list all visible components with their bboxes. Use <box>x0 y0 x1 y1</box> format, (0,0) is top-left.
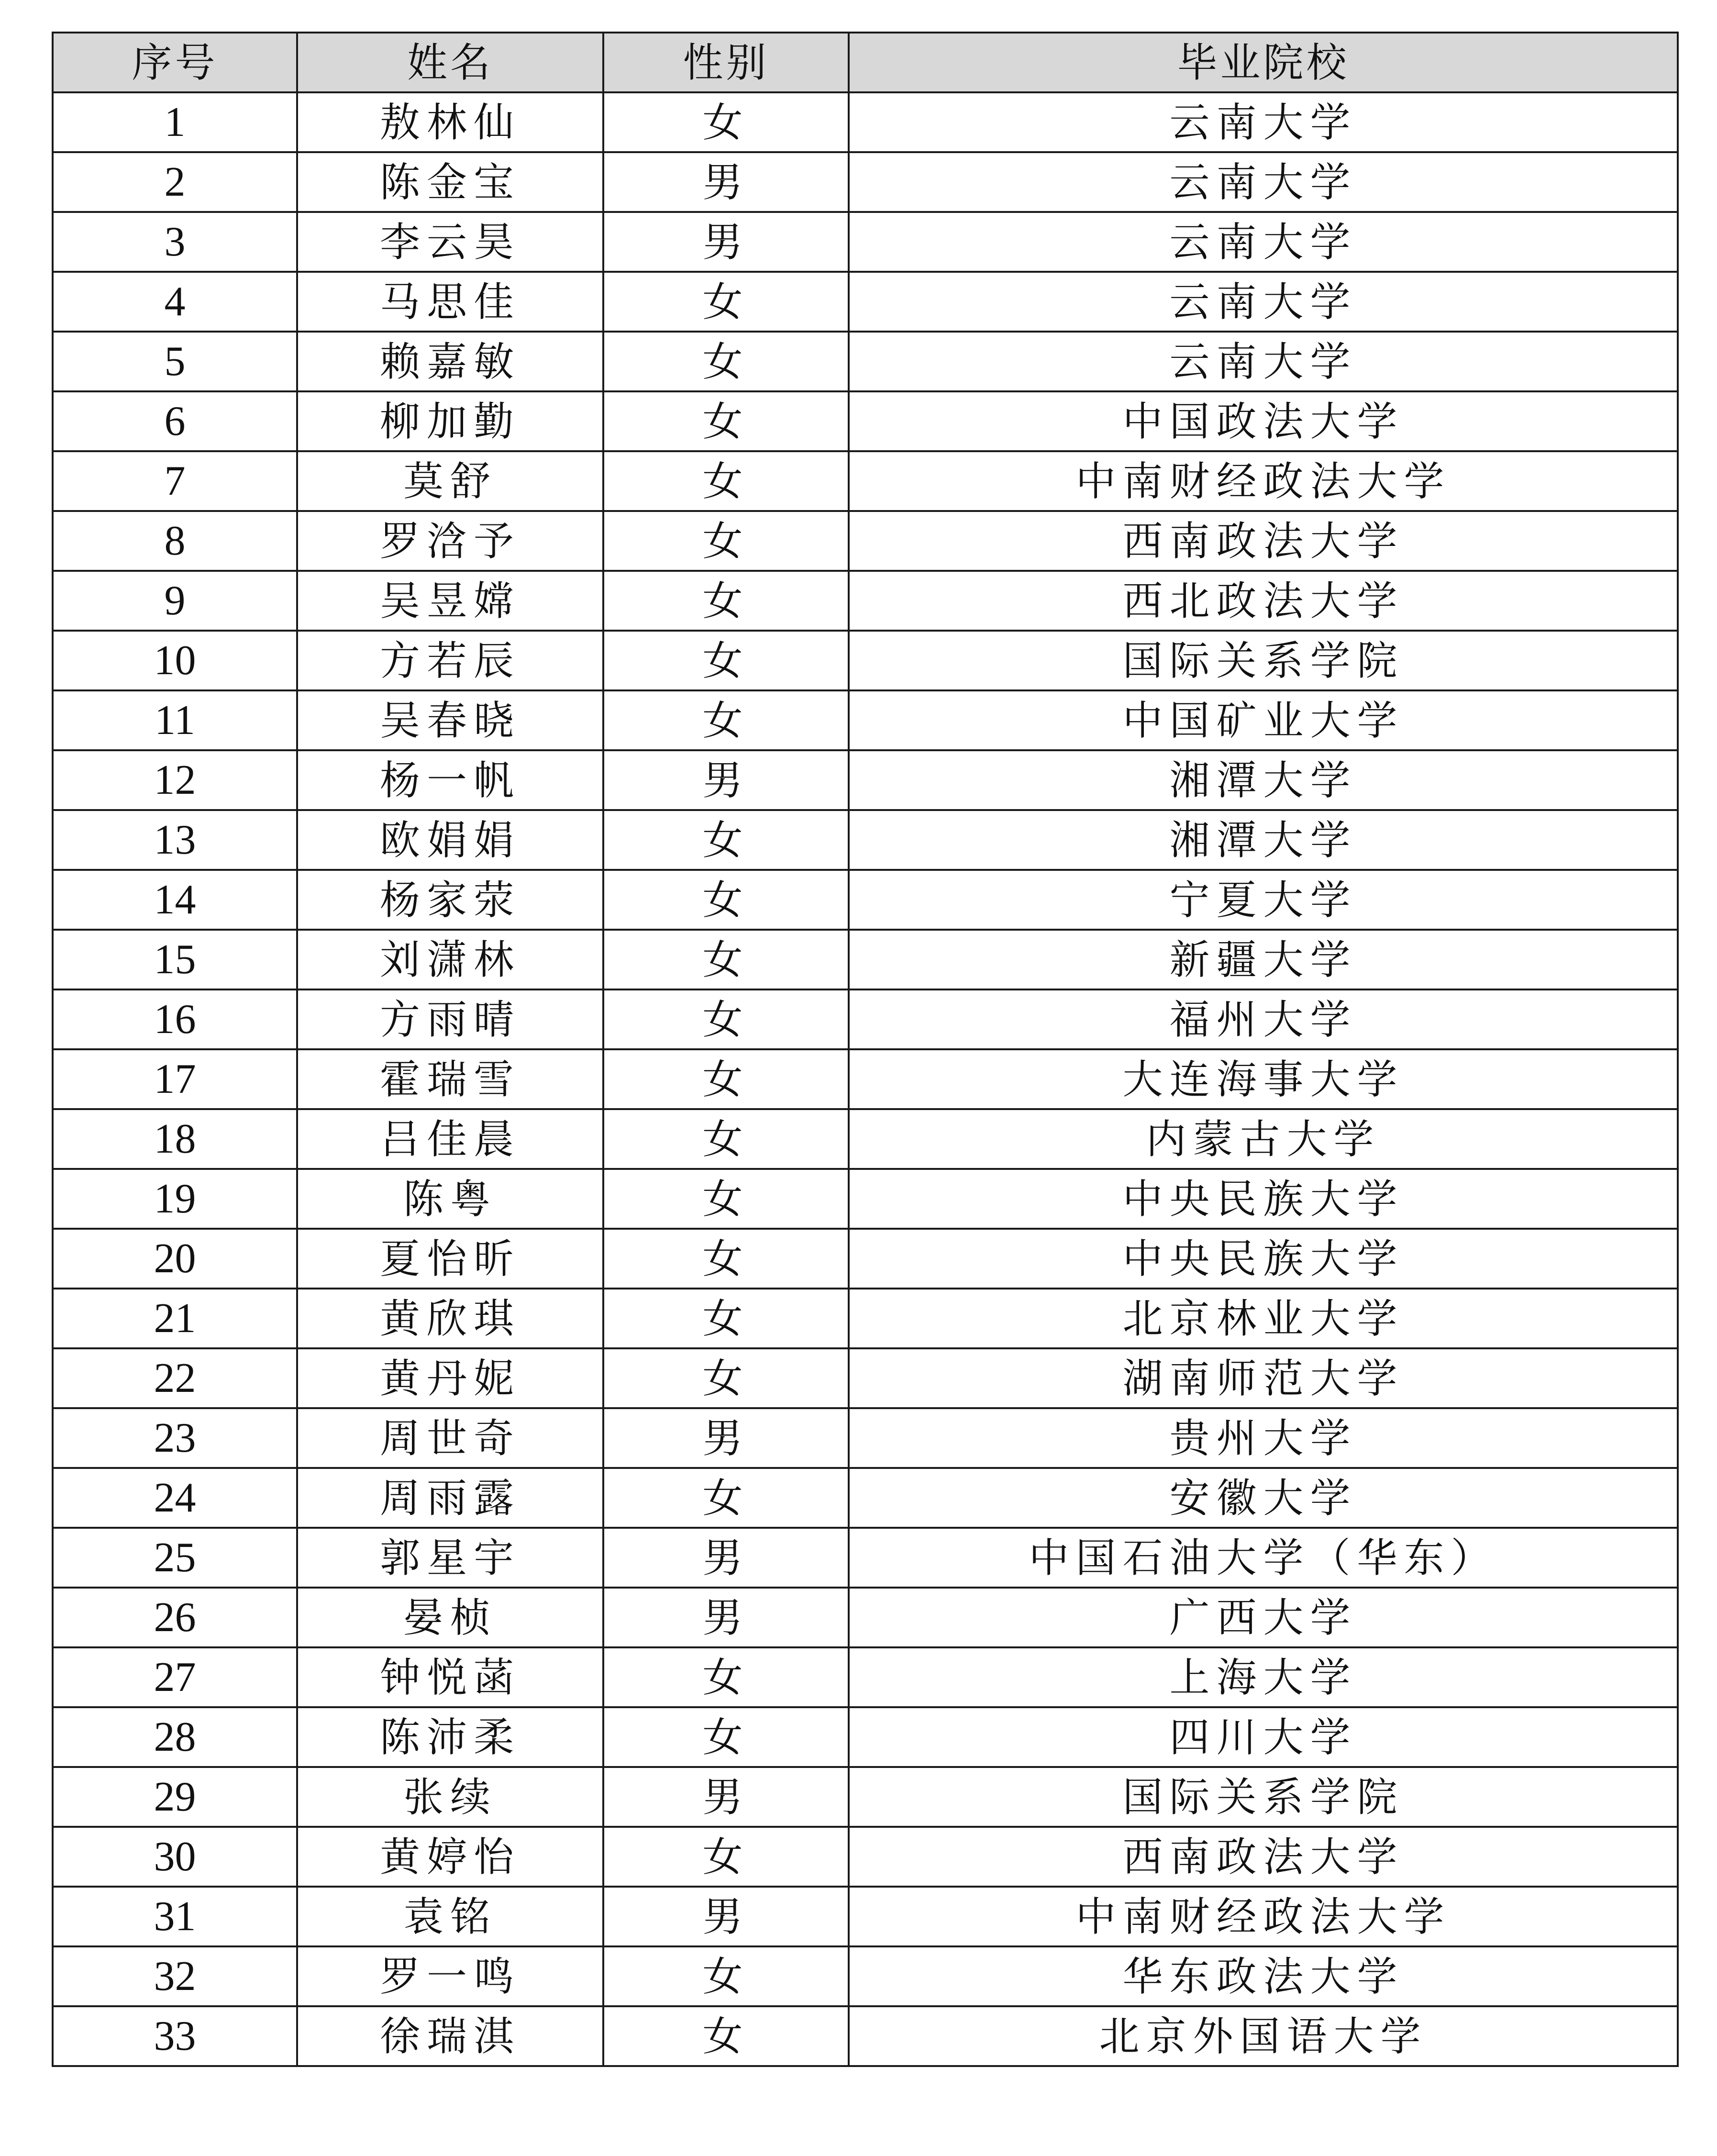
cell-graduate-school: 西北政法大学 <box>849 571 1678 631</box>
cell-serial-number: 28 <box>53 1707 297 1767</box>
cell-serial-number: 17 <box>53 1049 297 1109</box>
cell-name: 杨一帆 <box>297 750 603 810</box>
cell-serial-number: 1 <box>53 92 297 152</box>
cell-name: 晏桢 <box>297 1588 603 1647</box>
table-row <box>53 1647 1678 1707</box>
cell-serial-number: 6 <box>53 391 297 451</box>
table-row <box>53 212 1678 272</box>
cell-graduate-school: 广西大学 <box>849 1588 1678 1647</box>
header-graduate-school: 毕业院校 <box>849 33 1678 92</box>
table-row <box>53 152 1678 212</box>
table-row <box>53 631 1678 690</box>
cell-gender: 女 <box>603 1946 849 2006</box>
cell-gender: 女 <box>603 870 849 930</box>
cell-graduate-school: 湘潭大学 <box>849 810 1678 870</box>
table-row <box>53 989 1678 1049</box>
cell-serial-number: 4 <box>53 272 297 332</box>
cell-name: 欧娟娟 <box>297 810 603 870</box>
cell-graduate-school: 中央民族大学 <box>849 1169 1678 1229</box>
header-serial-number: 序号 <box>53 33 297 92</box>
cell-serial-number: 24 <box>53 1468 297 1528</box>
graduate-table <box>52 32 1679 2067</box>
cell-gender: 男 <box>603 1528 849 1588</box>
cell-graduate-school: 中国政法大学 <box>849 391 1678 451</box>
cell-serial-number: 29 <box>53 1767 297 1827</box>
cell-serial-number: 3 <box>53 212 297 272</box>
cell-graduate-school: 北京外国语大学 <box>849 2006 1678 2066</box>
cell-name: 罗一鸣 <box>297 1946 603 2006</box>
cell-gender: 女 <box>603 1049 849 1109</box>
cell-serial-number: 27 <box>53 1647 297 1707</box>
cell-name: 袁铭 <box>297 1887 603 1946</box>
cell-graduate-school: 云南大学 <box>849 272 1678 332</box>
table-row <box>53 690 1678 750</box>
cell-gender: 女 <box>603 451 849 511</box>
table-row <box>53 1109 1678 1169</box>
cell-gender: 女 <box>603 92 849 152</box>
cell-serial-number: 8 <box>53 511 297 571</box>
cell-graduate-school: 云南大学 <box>849 212 1678 272</box>
header-gender: 性别 <box>603 33 849 92</box>
cell-gender: 男 <box>603 1887 849 1946</box>
cell-serial-number: 30 <box>53 1827 297 1887</box>
cell-name: 李云昊 <box>297 212 603 272</box>
cell-graduate-school: 华东政法大学 <box>849 1946 1678 2006</box>
cell-name: 霍瑞雪 <box>297 1049 603 1109</box>
table-row <box>53 1408 1678 1468</box>
table-row <box>53 2006 1678 2066</box>
cell-graduate-school: 中南财经政法大学 <box>849 451 1678 511</box>
table-row <box>53 1468 1678 1528</box>
cell-name: 刘潇林 <box>297 930 603 989</box>
cell-gender: 女 <box>603 930 849 989</box>
table-body <box>53 92 1678 2066</box>
cell-gender: 男 <box>603 1767 849 1827</box>
cell-gender: 女 <box>603 1289 849 1348</box>
cell-name: 吴昱嫦 <box>297 571 603 631</box>
cell-graduate-school: 西南政法大学 <box>849 1827 1678 1887</box>
cell-gender: 女 <box>603 511 849 571</box>
cell-serial-number: 11 <box>53 690 297 750</box>
cell-graduate-school: 云南大学 <box>849 332 1678 391</box>
cell-serial-number: 20 <box>53 1229 297 1289</box>
table-row <box>53 1588 1678 1647</box>
cell-graduate-school: 新疆大学 <box>849 930 1678 989</box>
cell-name: 莫舒 <box>297 451 603 511</box>
cell-gender: 女 <box>603 272 849 332</box>
cell-name: 周雨露 <box>297 1468 603 1528</box>
table-row <box>53 1707 1678 1767</box>
cell-name: 夏怡昕 <box>297 1229 603 1289</box>
cell-serial-number: 18 <box>53 1109 297 1169</box>
table-row <box>53 92 1678 152</box>
cell-serial-number: 5 <box>53 332 297 391</box>
table-row <box>53 1348 1678 1408</box>
cell-serial-number: 21 <box>53 1289 297 1348</box>
cell-name: 方雨晴 <box>297 989 603 1049</box>
cell-serial-number: 14 <box>53 870 297 930</box>
cell-graduate-school: 大连海事大学 <box>849 1049 1678 1109</box>
cell-serial-number: 15 <box>53 930 297 989</box>
table-row <box>53 870 1678 930</box>
cell-serial-number: 25 <box>53 1528 297 1588</box>
cell-graduate-school: 中南财经政法大学 <box>849 1887 1678 1946</box>
cell-name: 陈粤 <box>297 1169 603 1229</box>
cell-name: 张续 <box>297 1767 603 1827</box>
cell-name: 赖嘉敏 <box>297 332 603 391</box>
cell-name: 郭星宇 <box>297 1528 603 1588</box>
table-row <box>53 750 1678 810</box>
cell-gender: 女 <box>603 571 849 631</box>
cell-graduate-school: 福州大学 <box>849 989 1678 1049</box>
cell-name: 敖林仙 <box>297 92 603 152</box>
cell-name: 陈沛柔 <box>297 1707 603 1767</box>
cell-gender: 女 <box>603 1647 849 1707</box>
table-row <box>53 571 1678 631</box>
cell-gender: 女 <box>603 1827 849 1887</box>
cell-gender: 女 <box>603 1169 849 1229</box>
cell-graduate-school: 中国石油大学（华东） <box>849 1528 1678 1588</box>
cell-name: 黄丹妮 <box>297 1348 603 1408</box>
cell-name: 黄欣琪 <box>297 1289 603 1348</box>
cell-graduate-school: 云南大学 <box>849 152 1678 212</box>
table-row <box>53 1767 1678 1827</box>
cell-serial-number: 31 <box>53 1887 297 1946</box>
cell-gender: 女 <box>603 332 849 391</box>
cell-graduate-school: 四川大学 <box>849 1707 1678 1767</box>
cell-serial-number: 19 <box>53 1169 297 1229</box>
cell-name: 马思佳 <box>297 272 603 332</box>
cell-graduate-school: 贵州大学 <box>849 1408 1678 1468</box>
table-row <box>53 930 1678 989</box>
cell-name: 周世奇 <box>297 1408 603 1468</box>
cell-name: 黄婷怡 <box>297 1827 603 1887</box>
cell-graduate-school: 安徽大学 <box>849 1468 1678 1528</box>
cell-serial-number: 33 <box>53 2006 297 2066</box>
cell-serial-number: 2 <box>53 152 297 212</box>
cell-name: 钟悦菡 <box>297 1647 603 1707</box>
cell-gender: 女 <box>603 690 849 750</box>
cell-serial-number: 12 <box>53 750 297 810</box>
cell-gender: 女 <box>603 631 849 690</box>
table-row <box>53 451 1678 511</box>
cell-name: 杨家荥 <box>297 870 603 930</box>
cell-gender: 女 <box>603 1468 849 1528</box>
cell-serial-number: 9 <box>53 571 297 631</box>
cell-graduate-school: 北京林业大学 <box>849 1289 1678 1348</box>
cell-name: 陈金宝 <box>297 152 603 212</box>
cell-graduate-school: 国际关系学院 <box>849 631 1678 690</box>
cell-gender: 女 <box>603 2006 849 2066</box>
cell-graduate-school: 云南大学 <box>849 92 1678 152</box>
cell-name: 罗浛予 <box>297 511 603 571</box>
table-row <box>53 391 1678 451</box>
cell-name: 吴春晓 <box>297 690 603 750</box>
cell-name: 吕佳晨 <box>297 1109 603 1169</box>
cell-graduate-school: 中国矿业大学 <box>849 690 1678 750</box>
cell-gender: 女 <box>603 1348 849 1408</box>
header-name: 姓名 <box>297 33 603 92</box>
cell-gender: 男 <box>603 1588 849 1647</box>
table-header <box>53 33 1678 92</box>
table-row <box>53 1887 1678 1946</box>
table-row <box>53 1946 1678 2006</box>
table-row <box>53 1049 1678 1109</box>
cell-gender: 男 <box>603 152 849 212</box>
cell-gender: 女 <box>603 1229 849 1289</box>
table-row <box>53 272 1678 332</box>
cell-serial-number: 26 <box>53 1588 297 1647</box>
table-row <box>53 1289 1678 1348</box>
table-row <box>53 1827 1678 1887</box>
cell-serial-number: 32 <box>53 1946 297 2006</box>
cell-graduate-school: 中央民族大学 <box>849 1229 1678 1289</box>
cell-name: 柳加勤 <box>297 391 603 451</box>
cell-name: 方若辰 <box>297 631 603 690</box>
cell-gender: 女 <box>603 989 849 1049</box>
table-row <box>53 810 1678 870</box>
table-row <box>53 1528 1678 1588</box>
cell-serial-number: 22 <box>53 1348 297 1408</box>
cell-gender: 男 <box>603 212 849 272</box>
cell-name: 徐瑞淇 <box>297 2006 603 2066</box>
table-row <box>53 1229 1678 1289</box>
cell-gender: 男 <box>603 1408 849 1468</box>
cell-graduate-school: 湖南师范大学 <box>849 1348 1678 1408</box>
cell-serial-number: 13 <box>53 810 297 870</box>
cell-gender: 女 <box>603 810 849 870</box>
cell-gender: 女 <box>603 1109 849 1169</box>
table-row <box>53 511 1678 571</box>
cell-serial-number: 7 <box>53 451 297 511</box>
cell-gender: 男 <box>603 750 849 810</box>
header-row <box>53 33 1678 92</box>
cell-gender: 女 <box>603 391 849 451</box>
cell-gender: 女 <box>603 1707 849 1767</box>
table-row <box>53 332 1678 391</box>
cell-serial-number: 10 <box>53 631 297 690</box>
cell-graduate-school: 上海大学 <box>849 1647 1678 1707</box>
cell-graduate-school: 湘潭大学 <box>849 750 1678 810</box>
cell-graduate-school: 西南政法大学 <box>849 511 1678 571</box>
table-row <box>53 1169 1678 1229</box>
cell-graduate-school: 内蒙古大学 <box>849 1109 1678 1169</box>
cell-graduate-school: 国际关系学院 <box>849 1767 1678 1827</box>
cell-serial-number: 16 <box>53 989 297 1049</box>
cell-serial-number: 23 <box>53 1408 297 1468</box>
cell-graduate-school: 宁夏大学 <box>849 870 1678 930</box>
